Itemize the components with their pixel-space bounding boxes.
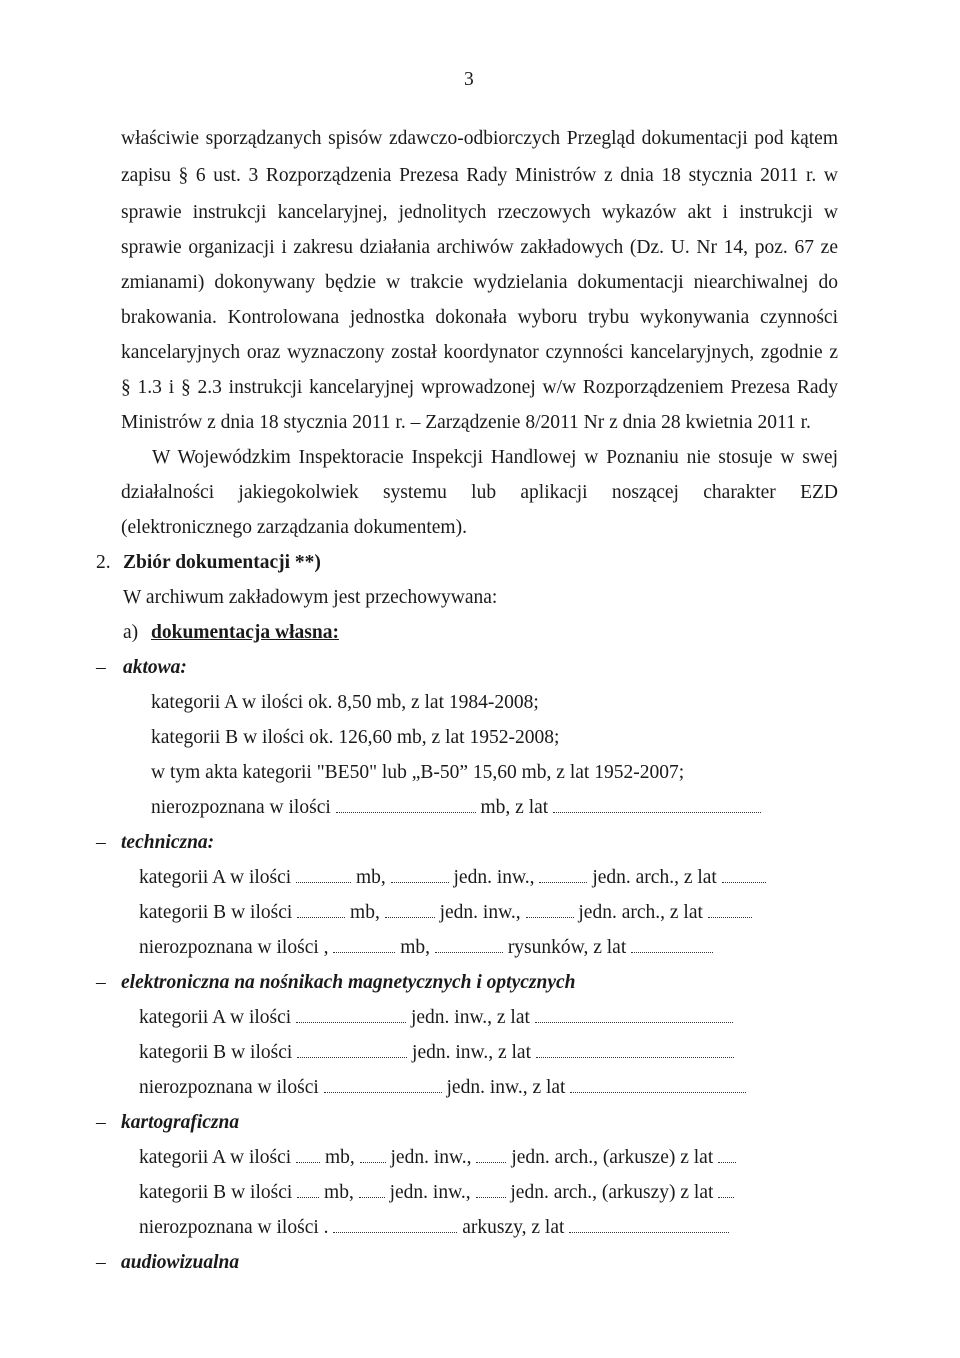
text: mb,	[355, 867, 386, 888]
text: mb,	[324, 1147, 355, 1168]
kartograficzna-line-unrecognized	[139, 1216, 729, 1240]
fill-blank	[297, 1185, 319, 1198]
fill-blank	[333, 940, 395, 953]
category-aktowa: aktowa:	[123, 657, 187, 678]
fill-blank	[476, 1185, 506, 1198]
elektroniczna-line-a	[139, 1006, 733, 1030]
text: jedn. inw.,	[453, 867, 535, 888]
text: jedn. arch., (arkuszy) z lat	[510, 1182, 714, 1203]
text: kategorii A w ilości	[139, 1007, 292, 1028]
text: mb,	[324, 1182, 354, 1203]
techniczna-line-unrecognized	[139, 936, 713, 960]
fill-blank	[360, 1150, 386, 1163]
fill-blank	[324, 1080, 442, 1093]
text: jedn. arch., z lat	[592, 867, 717, 888]
text: rysunków, z lat	[507, 937, 627, 958]
text-line: sprawie organizacji i zakresu działania archiwów zakładowych (Dz. U. Nr 14, poz. 67 ze	[121, 237, 838, 258]
fill-blank	[535, 1010, 733, 1023]
bullet-dash: –	[96, 1252, 106, 1273]
fill-blank	[570, 1080, 746, 1093]
fill-blank	[553, 800, 761, 813]
techniczna-line-b	[139, 901, 752, 925]
fill-blank	[297, 1045, 407, 1058]
fill-blank	[722, 870, 766, 883]
bullet-dash: –	[96, 832, 106, 853]
section-title: Zbiór dokumentacji **)	[123, 552, 321, 573]
text: nierozpoznana w ilości	[151, 797, 331, 818]
text-line: zmianami) dokonywany będzie w trakcie wydzielania dokumentacji niearchiwalnej do	[121, 272, 838, 293]
text: mb,	[350, 902, 380, 923]
text: kategorii B w ilości	[139, 1042, 293, 1063]
fill-blank	[391, 870, 449, 883]
techniczna-line-a	[139, 866, 766, 890]
text: mb, z lat	[480, 797, 549, 818]
text: jedn. inw., z lat	[410, 1007, 530, 1028]
text: jedn. arch., (arkusze) z lat	[511, 1147, 714, 1168]
text: jedn. inw., z lat	[446, 1077, 566, 1098]
text-line: (elektronicznego zarządzania dokumentem).	[121, 517, 467, 538]
bullet-dash: –	[96, 657, 106, 678]
category-techniczna: techniczna:	[121, 832, 215, 853]
bullet-dash: –	[96, 972, 106, 993]
text-line: zapisu § 6 ust. 3 Rozporządzenia Prezesa Rady Ministrów z dnia 18 stycznia 2011 r. w	[121, 165, 838, 186]
text: kategorii B w ilości	[139, 1182, 293, 1203]
text-line: W Wojewódzkim Inspektoracie Inspekcji Handlowej w Poznaniu nie stosuje w swej	[152, 447, 838, 468]
text: mb,	[400, 937, 431, 958]
fill-blank	[359, 1185, 385, 1198]
aktowa-line-b: kategorii B w ilości ok. 126,60 mb, z lat 1952-2008;	[151, 727, 560, 748]
category-audiowizualna: audiowizualna	[121, 1252, 240, 1273]
fill-blank	[569, 1220, 729, 1233]
section-number: 2.	[96, 552, 111, 573]
text: jedn. inw.,	[439, 902, 521, 923]
text: nierozpoznana w ilości	[139, 1077, 319, 1098]
fill-blank	[435, 940, 503, 953]
fill-blank	[297, 905, 345, 918]
fill-blank	[385, 905, 435, 918]
category-elektroniczna: elektroniczna na nośnikach magnetycznych i optycznych	[121, 972, 576, 993]
archive-intro: W archiwum zakładowym jest przechowywana:	[123, 587, 498, 608]
text-line: kancelaryjnych oraz wyznaczony został koordynator czynności kancelaryjnych, zgodnie z	[121, 342, 838, 363]
fill-blank	[296, 1010, 406, 1023]
fill-blank	[333, 1220, 457, 1233]
text: arkuszy, z lat	[462, 1217, 565, 1238]
elektroniczna-line-unrecognized	[139, 1076, 746, 1100]
kartograficzna-line-b	[139, 1181, 734, 1205]
subsection-title: dokumentacja własna:	[151, 622, 339, 643]
text-line: brakowania. Kontrolowana jednostka dokonała wyboru trybu wykonywania czynności	[121, 307, 838, 328]
text-line: działalności jakiegokolwiek systemu lub aplikacji noszącej charakter EZD	[121, 482, 838, 503]
fill-blank	[718, 1150, 736, 1163]
elektroniczna-line-b	[139, 1041, 734, 1065]
text: jedn. arch., z lat	[578, 902, 703, 923]
text: kategorii A w ilości	[139, 1147, 292, 1168]
category-kartograficzna: kartograficzna	[121, 1112, 240, 1133]
text-line: właściwie sporządzanych spisów zdawczo-odbiorczych Przegląd dokumentacji pod kątem	[121, 128, 838, 149]
text: jedn. inw.,	[389, 1182, 471, 1203]
fill-blank	[296, 1150, 320, 1163]
fill-blank	[718, 1185, 734, 1198]
fill-blank	[336, 800, 476, 813]
page-number: 3	[464, 69, 474, 90]
text: nierozpoznana w ilości ,	[139, 937, 329, 958]
aktowa-line-unrecognized	[151, 796, 761, 820]
text: kategorii A w ilości	[139, 867, 292, 888]
fill-blank	[631, 940, 713, 953]
fill-blank	[526, 905, 574, 918]
kartograficzna-line-a	[139, 1146, 736, 1170]
fill-blank	[708, 905, 752, 918]
bullet-dash: –	[96, 1112, 106, 1133]
fill-blank	[536, 1045, 734, 1058]
text: jedn. inw.,	[390, 1147, 472, 1168]
text: jedn. inw., z lat	[412, 1042, 531, 1063]
text-line: sprawie instrukcji kancelaryjnej, jednolitych rzeczowych wykazów akt i instrukcji w	[121, 202, 838, 223]
text: kategorii B w ilości	[139, 902, 293, 923]
fill-blank	[539, 870, 587, 883]
text-line: Ministrów z dnia 18 stycznia 2011 r. – Zarządzenie 8/2011 Nr z dnia 28 kwietnia 2011 r.	[121, 412, 811, 433]
aktowa-line-be50: w tym akta kategorii "BE50" lub „B-50” 15,60 mb, z lat 1952-2007;	[151, 762, 685, 783]
fill-blank	[476, 1150, 506, 1163]
text: nierozpoznana w ilości .	[139, 1217, 329, 1238]
subsection-letter: a)	[123, 622, 139, 643]
text-line: § 1.3 i § 2.3 instrukcji kancelaryjnej wprowadzonej w/w Rozporządzeniem Prezesa Rady	[121, 377, 838, 398]
aktowa-line-a: kategorii A w ilości ok. 8,50 mb, z lat 1984-2008;	[151, 692, 539, 713]
fill-blank	[296, 870, 351, 883]
